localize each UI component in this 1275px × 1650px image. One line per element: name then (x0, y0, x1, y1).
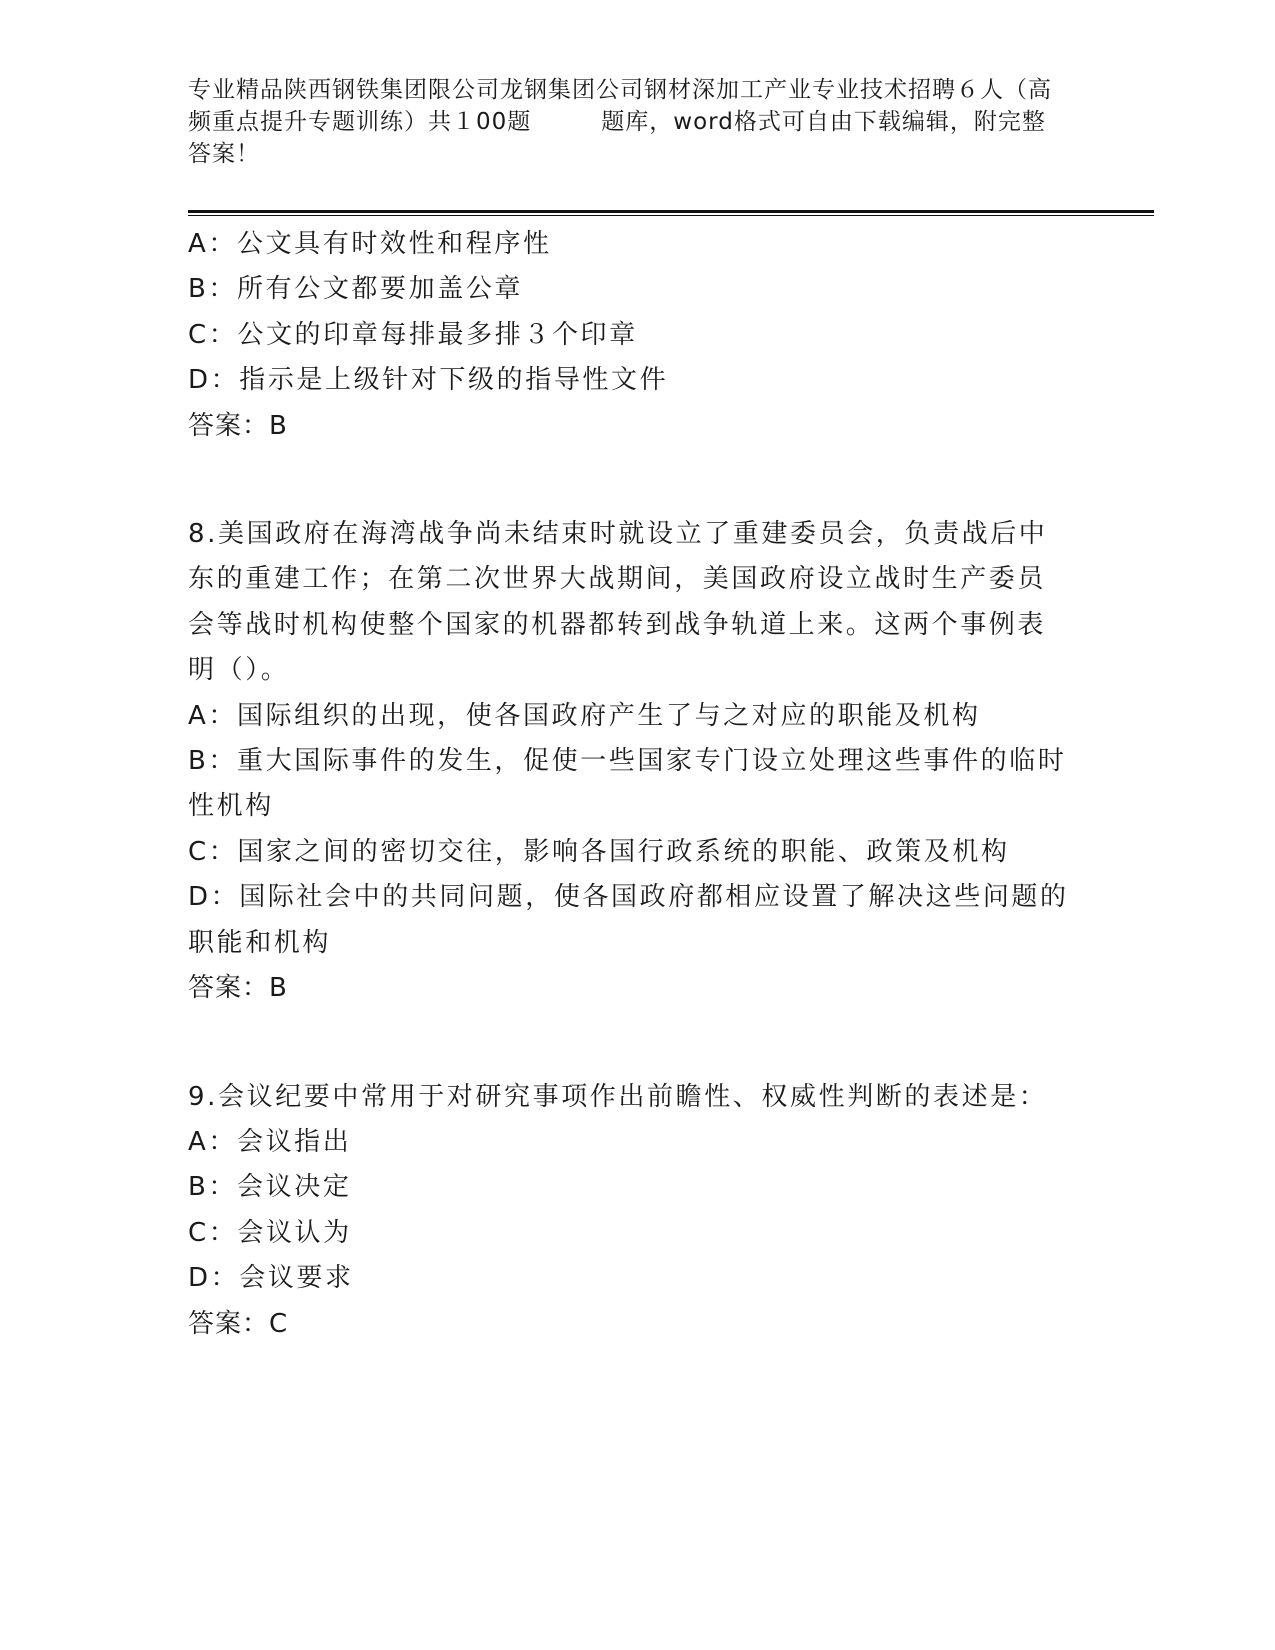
header-divider-thick (188, 210, 1154, 213)
q8-stem-line-4: 明（）。 (188, 655, 290, 686)
question-7-block (188, 222, 1088, 449)
q7-option-c: C：公文的印章每排最多排３个印章 (188, 319, 638, 350)
q9-stem: 9.会议纪要中常用于对研究事项作出前瞻性、权威性判断的表述是： (188, 1081, 1048, 1112)
q9-answer: 答案：C (188, 1308, 289, 1339)
q9-option-b: B：会议决定 (188, 1172, 352, 1203)
q8-answer: 答案：B (188, 973, 288, 1004)
question-9-block (188, 1075, 1088, 1347)
q7-answer: 答案：B (188, 410, 288, 441)
question-8-block (188, 512, 1088, 1011)
q9-option-a: A：会议指出 (188, 1126, 352, 1157)
header-line-2a: 频重点提升专题训练）共１00题 (188, 109, 532, 135)
header-line-2 (188, 106, 1088, 138)
q9-option-c: C：会议认为 (188, 1217, 352, 1248)
q7-option-b: B：所有公文都要加盖公章 (188, 274, 524, 305)
q8-stem-line-1: 8.美国政府在海湾战争尚未结束时就设立了重建委员会，负责战后中 (188, 519, 1048, 550)
document-header (188, 74, 1088, 170)
header-line-1: 专业精品陕西钢铁集团限公司龙钢集团公司钢材深加工产业专业技术招聘６人（高 (188, 77, 1052, 103)
q9-option-d: D：会议要求 (188, 1263, 354, 1294)
q8-stem-line-2: 东的重建工作；在第二次世界大战期间，美国政府设立战时生产委员 (188, 564, 1047, 595)
q8-option-b-cont: 性机构 (188, 791, 274, 822)
header-line-3: 答案！ (188, 141, 260, 167)
header-line-2b: 题库，word格式可自由下载编辑，附完整 (601, 109, 1046, 135)
q8-option-d: D：国际社会中的共同问题，使各国政府都相应设置了解决这些问题的 (188, 882, 1069, 913)
q8-option-b: B：重大国际事件的发生，促使一些国家专门设立处理这些事件的临时 (188, 746, 1067, 777)
q7-option-a: A：公文具有时效性和程序性 (188, 229, 552, 259)
q8-option-c: C：国家之间的密切交往，影响各国行政系统的职能、政策及机构 (188, 836, 1010, 867)
q7-option-d: D：指示是上级针对下级的指导性文件 (188, 365, 669, 396)
q8-option-a: A：国际组织的出现，使各国政府产生了与之对应的职能及机构 (188, 700, 981, 731)
q8-option-d-cont: 职能和机构 (188, 927, 332, 958)
q8-stem-line-3: 会等战时机构使整个国家的机器都转到战争轨道上来。这两个事例表 (188, 609, 1047, 640)
question-content (188, 222, 1088, 1347)
header-divider-thin (188, 215, 1154, 216)
